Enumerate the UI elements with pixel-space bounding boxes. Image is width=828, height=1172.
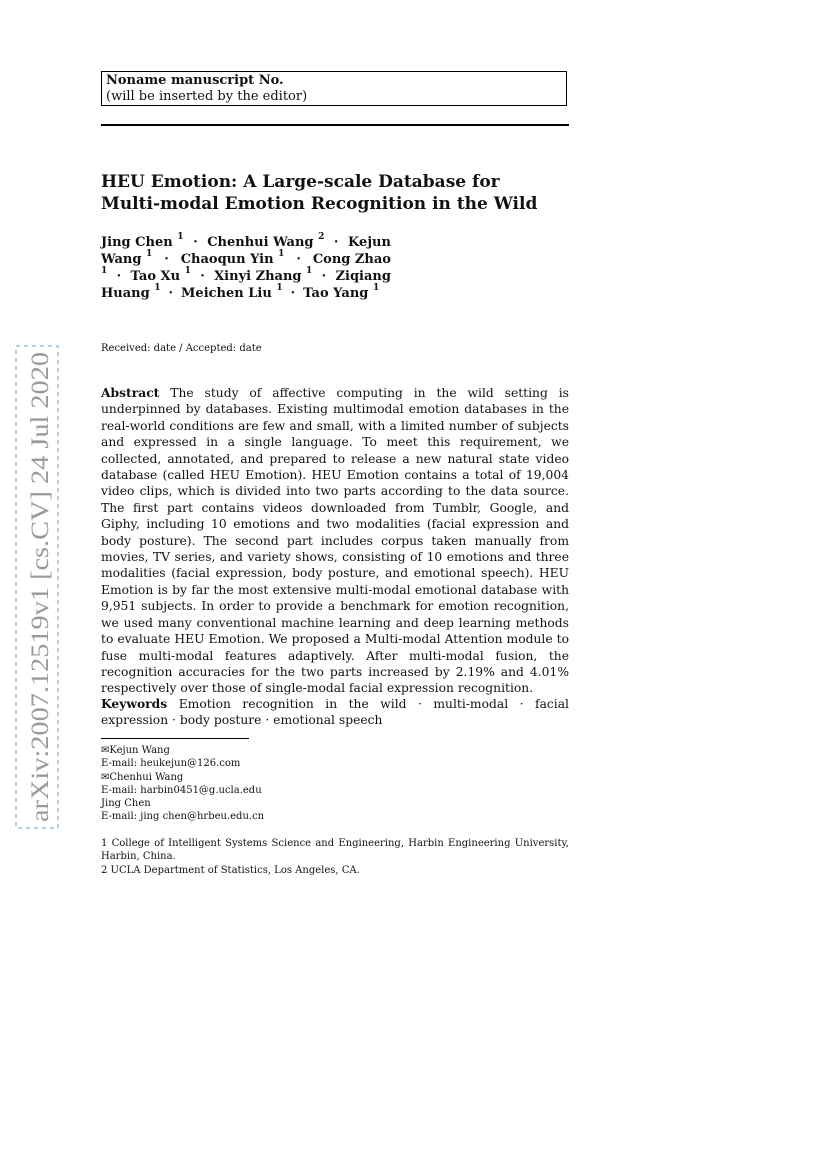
- affiliation-mark: 1: [184, 266, 191, 276]
- affiliation-mark: 1: [101, 266, 108, 276]
- affiliation-mark: 1: [276, 283, 283, 293]
- received-accepted-dates: Received: date / Accepted: date: [101, 343, 262, 354]
- title-line-1: HEU Emotion: A Large-scale Database for: [101, 172, 500, 192]
- affiliation-2: 2 UCLA Department of Statistics, Los Angeles, CA.: [101, 864, 360, 876]
- abstract-text: The study of affective computing in the wild setting is underpinned by databases. Existing multimodal emotion databases in the real-world conditions are few and small, with a limited number of subjects and expressed in a single language. To meet this requirement, we collected, annotated, and prepared to release a new natural state video database (called HEU Emotion). HEU Emotion contains a total of 19,004 video clips, which is divided into two parts according to the data source. The first part contains videos downloaded from Tumblr, Google, and Giphy, including 10 emotions and two modalities (facial expression and body posture). The second part includes corpus taken manually from movies, TV series, and variety shows, consisting of 10 emotions and three modalities (facial expression, body posture, and emotional speech). HEU Emotion is by far the most extensive multi-modal emotional database with 9,951 subjects. In order to provide a benchmark for emotion recognition, we used many conventional machine learning and deep learning methods to evaluate HEU Emotion. We proposed a Multi-modal Attention module to fuse multi-modal features adaptively. After multi-modal fusion, the recognition accuracies for the two parts increased by 2.19% and 4.01% respectively over those of single-modal facial expression recognition.: [101, 386, 569, 696]
- title-line-2: Multi-modal Emotion Recognition in the Wild: [101, 194, 538, 214]
- header-rule: [101, 124, 569, 126]
- author-name: Chaoqun Yin: [180, 252, 274, 267]
- author-line-2: [101, 251, 391, 268]
- separator-dot: ·: [193, 235, 198, 250]
- separator-dot: ·: [321, 269, 327, 284]
- keywords: [101, 696, 569, 729]
- author-name: Xinyi Zhang: [214, 269, 302, 284]
- author-list: [101, 234, 391, 302]
- affiliation-mark: 2: [318, 232, 325, 242]
- separator-dot: ·: [168, 286, 174, 301]
- author-name: Chenhui Wang: [207, 235, 314, 250]
- affiliation-1: 1 College of Intelligent Systems Science and Engineering, Harbin Engineering University, Harbin, China.: [101, 838, 569, 863]
- arxiv-stamp: [14, 344, 60, 830]
- affiliation-mark: 1: [372, 283, 380, 293]
- contact-name: Chenhui Wang: [109, 771, 184, 783]
- contact-name: Jing Chen: [101, 798, 151, 810]
- paper-title: [101, 171, 569, 215]
- separator-dot: ·: [290, 286, 296, 301]
- contact-name: Kejun Wang: [109, 745, 170, 756]
- affiliation-mark: 1: [306, 266, 313, 276]
- affiliation-mark: 1: [278, 249, 285, 259]
- author-line-3: [101, 268, 391, 285]
- author-name: Jing Chen: [101, 235, 173, 250]
- keywords-text: Emotion recognition in the wild · multi-modal · facial expression · body posture · emotional speech: [101, 697, 569, 728]
- editor-note: (will be inserted by the editor): [106, 89, 308, 104]
- envelope-icon: ✉: [101, 771, 110, 783]
- separator-dot: ·: [296, 252, 301, 267]
- author-name: Cong Zhao: [312, 252, 391, 267]
- separator-dot: ·: [200, 269, 205, 284]
- author-name: Wang: [101, 252, 142, 267]
- affiliation-mark: 1: [177, 232, 184, 242]
- author-line-1: [101, 234, 391, 251]
- keywords-label: Keywords: [101, 696, 168, 711]
- affiliation-mark: 1: [154, 283, 161, 293]
- separator-dot: ·: [164, 252, 169, 267]
- editor-box: [101, 71, 567, 106]
- arxiv-identifier: arXiv:2007.12519v1 [cs.CV] 24 Jul 2020: [27, 406, 54, 822]
- abstract: [101, 385, 569, 697]
- author-name: Ziqiang: [335, 269, 391, 284]
- envelope-icon: ✉: [101, 745, 110, 756]
- contact-email: E-mail: jing chen@hrbeu.edu.cn: [101, 811, 265, 823]
- separator-dot: ·: [333, 235, 339, 250]
- affiliation-mark: 1: [145, 249, 153, 259]
- author-name: Tao Xu: [130, 269, 181, 284]
- author-line-4: [101, 285, 391, 302]
- contact-email: E-mail: heukejun@126.com: [101, 758, 241, 770]
- author-name: Kejun: [348, 235, 391, 250]
- author-name: Meichen Liu: [181, 286, 272, 301]
- manuscript-number: Noname manuscript No.: [106, 73, 284, 88]
- contact-email: E-mail: harbin0451@g.ucla.edu: [101, 784, 262, 796]
- separator-dot: ·: [116, 269, 122, 284]
- abstract-label: Abstract: [101, 385, 160, 400]
- footnote-rule: [101, 738, 249, 739]
- author-name: Huang: [101, 286, 150, 301]
- affiliations: [101, 837, 569, 877]
- contact-footnotes: [101, 744, 264, 824]
- author-name: Tao Yang: [303, 286, 369, 301]
